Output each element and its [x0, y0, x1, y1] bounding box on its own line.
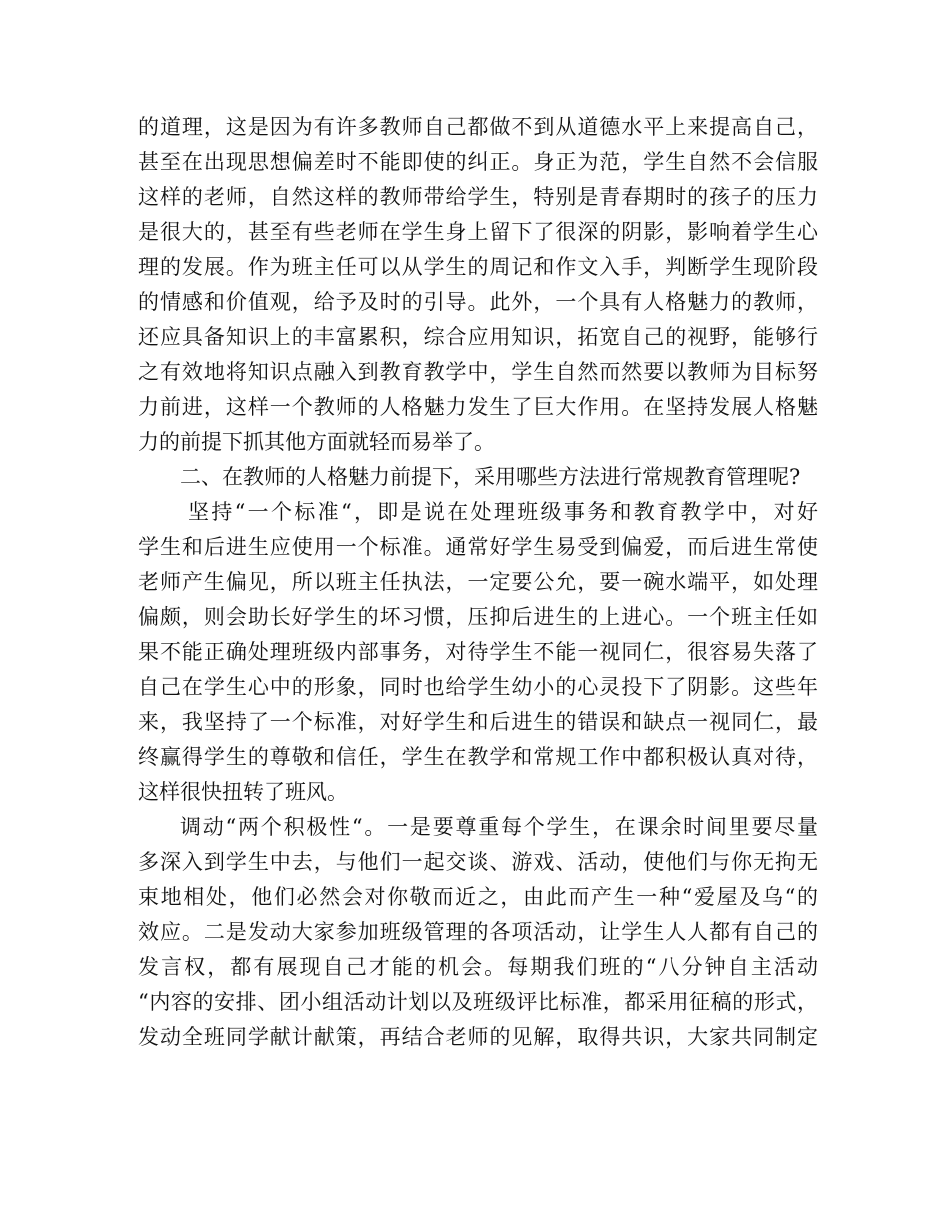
text-line: 老师产生偏见，所以班主任执法，一定要公允，要一碗水端平，如处理 — [138, 570, 818, 594]
text-line: 束地相处，他们必然会对你敬而近之，由此而产生一种“爱屋及乌“的 — [138, 885, 818, 909]
section-heading: 二、在教师的人格魅力前提下，采用哪些方法进行常规教育管理呢? — [180, 465, 801, 489]
text-line: 调动“两个积极性“。一是要尊重每个学生，在课余时间里要尽量 — [180, 815, 818, 839]
text-line: 的情感和价值观，给予及时的引导。此外，一个具有人格魅力的教师， — [138, 290, 818, 314]
text-line: 效应。二是发动大家参加班级管理的各项活动，让学生人人都有自己的 — [138, 920, 818, 944]
text-line: 多深入到学生中去，与他们一起交谈、游戏、活动，使他们与你无拘无 — [138, 850, 818, 874]
text-line: 之有效地将知识点融入到教育教学中，学生自然而然要以教师为目标努 — [138, 360, 818, 384]
text-line: 发言权，都有展现自己才能的机会。每期我们班的“八分钟自主活动 — [138, 955, 818, 979]
text-line: 的道理，这是因为有许多教师自己都做不到从道德水平上来提高自己， — [138, 115, 818, 139]
text-line: 偏颇，则会助长好学生的坏习惯，压抑后进生的上进心。一个班主任如 — [138, 605, 818, 629]
text-line: 是很大的，甚至有些老师在学生身上留下了很深的阴影，影响着学生心 — [138, 220, 818, 244]
text-line: 自己在学生心中的形象，同时也给学生幼小的心灵投下了阴影。这些年 — [138, 675, 818, 699]
text-line: “内容的安排、团小组活动计划以及班级评比标准，都采用征稿的形式， — [138, 990, 818, 1014]
text-line: 学生和后进生应使用一个标准。通常好学生易受到偏爱，而后进生常使 — [138, 535, 818, 559]
text-line: 来，我坚持了一个标准，对好学生和后进生的错误和缺点一视同仁，最 — [138, 710, 818, 734]
text-line: 还应具备知识上的丰富累积，综合应用知识，拓宽自己的视野，能够行 — [138, 325, 818, 349]
text-line: 甚至在出现思想偏差时不能即使的纠正。身正为范，学生自然不会信服 — [138, 150, 818, 174]
text-line: 终赢得学生的尊敬和信任，学生在教学和常规工作中都积极认真对待， — [138, 745, 818, 769]
text-line: 发动全班同学献计献策，再结合老师的见解，取得共识，大家共同制定 — [138, 1025, 818, 1049]
body-text — [138, 110, 818, 1055]
text-line: 这样的老师，自然这样的教师带给学生，特别是青春期时的孩子的压力 — [138, 185, 818, 209]
text-line: 果不能正确处理班级内部事务，对待学生不能一视同仁，很容易失落了 — [138, 640, 818, 664]
text-line: 理的发展。作为班主任可以从学生的周记和作文入手，判断学生现阶段 — [138, 255, 818, 279]
text-line: 力前进，这样一个教师的人格魅力发生了巨大作用。在坚持发展人格魅 — [138, 395, 818, 419]
text-line: 这样很快扭转了班风。 — [138, 780, 348, 804]
text-line: 坚持“一个标准“，即是说在处理班级事务和教育教学中，对好 — [188, 500, 818, 524]
text-line: 力的前提下抓其他方面就轻而易举了。 — [138, 430, 495, 454]
